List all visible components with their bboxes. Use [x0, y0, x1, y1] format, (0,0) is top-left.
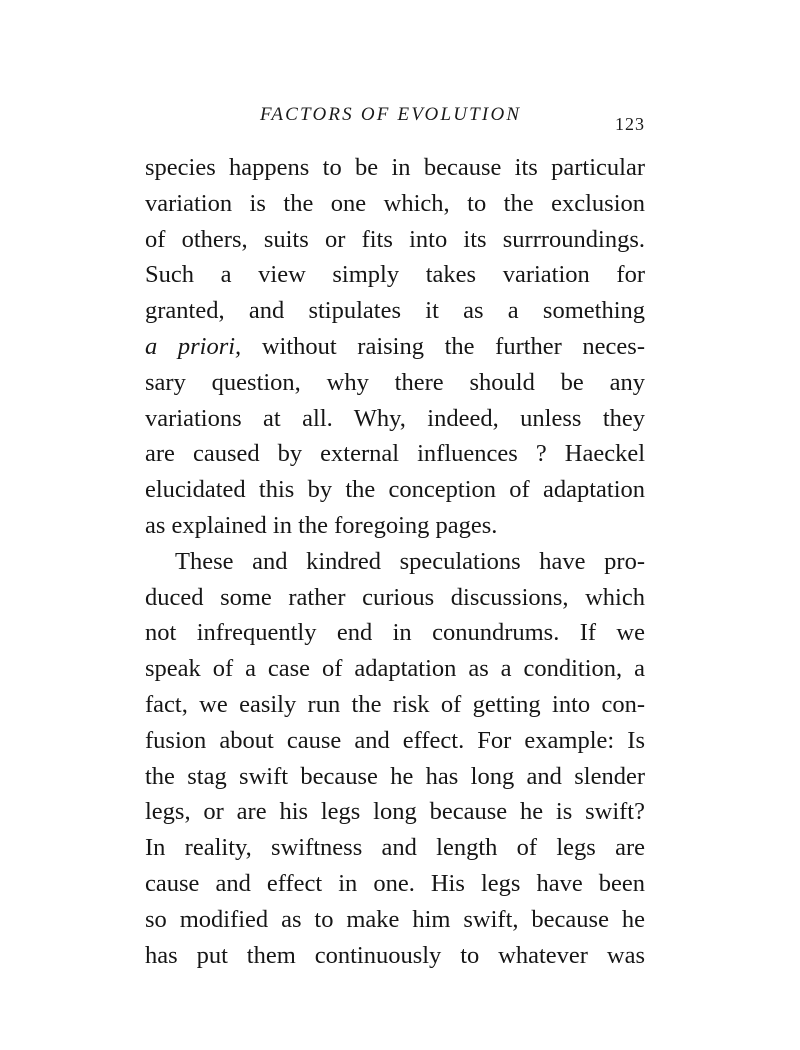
text-line: speak of a case of adaptation as a condition, a — [145, 655, 645, 683]
text-line: of others, suits or fits into its surrroundings. — [145, 225, 645, 253]
text-line: fusion about cause and effect. For example: Is — [145, 726, 645, 754]
text-line — [145, 329, 645, 365]
text-line: cause and effect in one. His legs have been — [145, 869, 645, 897]
body-text — [145, 150, 645, 973]
text-line: are caused by external influences ? Haeckel — [145, 440, 645, 468]
italic-phrase: a priori, — [145, 332, 242, 360]
text-line: so modified as to make him swift, because he — [145, 905, 645, 933]
text-line: has put them continuously to whatever was — [145, 941, 645, 969]
text-line: fact, we easily run the risk of getting into con- — [145, 690, 645, 718]
text-line-rest: without raising the further neces- — [261, 332, 646, 360]
text-line: sary question, why there should be any — [145, 368, 645, 396]
text-line: elucidated this by the conception of adaptation — [145, 476, 645, 504]
text-line: In reality, swiftness and length of legs are — [145, 834, 645, 862]
running-title: FACTORS OF EVOLUTION — [260, 104, 522, 125]
text-line: as explained in the foregoing pages. — [145, 511, 498, 539]
running-head — [145, 104, 645, 134]
text-line: variation is the one which, to the exclusion — [145, 189, 645, 217]
text-line: granted, and stipulates it as a something — [145, 297, 645, 325]
text-line: legs, or are his legs long because he is swift? — [145, 798, 645, 826]
text-line: Such a view simply takes variation for — [145, 261, 645, 289]
text-line: the stag swift because he has long and slender — [145, 762, 645, 790]
text-line: These and kindred speculations have pro- — [175, 547, 645, 575]
page-number: 123 — [615, 114, 645, 134]
text-line: variations at all. Why, indeed, unless they — [145, 404, 645, 432]
text-line: not infrequently end in conundrums. If we — [145, 619, 645, 647]
text-line: species happens to be in because its particular — [145, 154, 645, 181]
text-line: duced some rather curious discussions, which — [145, 583, 645, 611]
